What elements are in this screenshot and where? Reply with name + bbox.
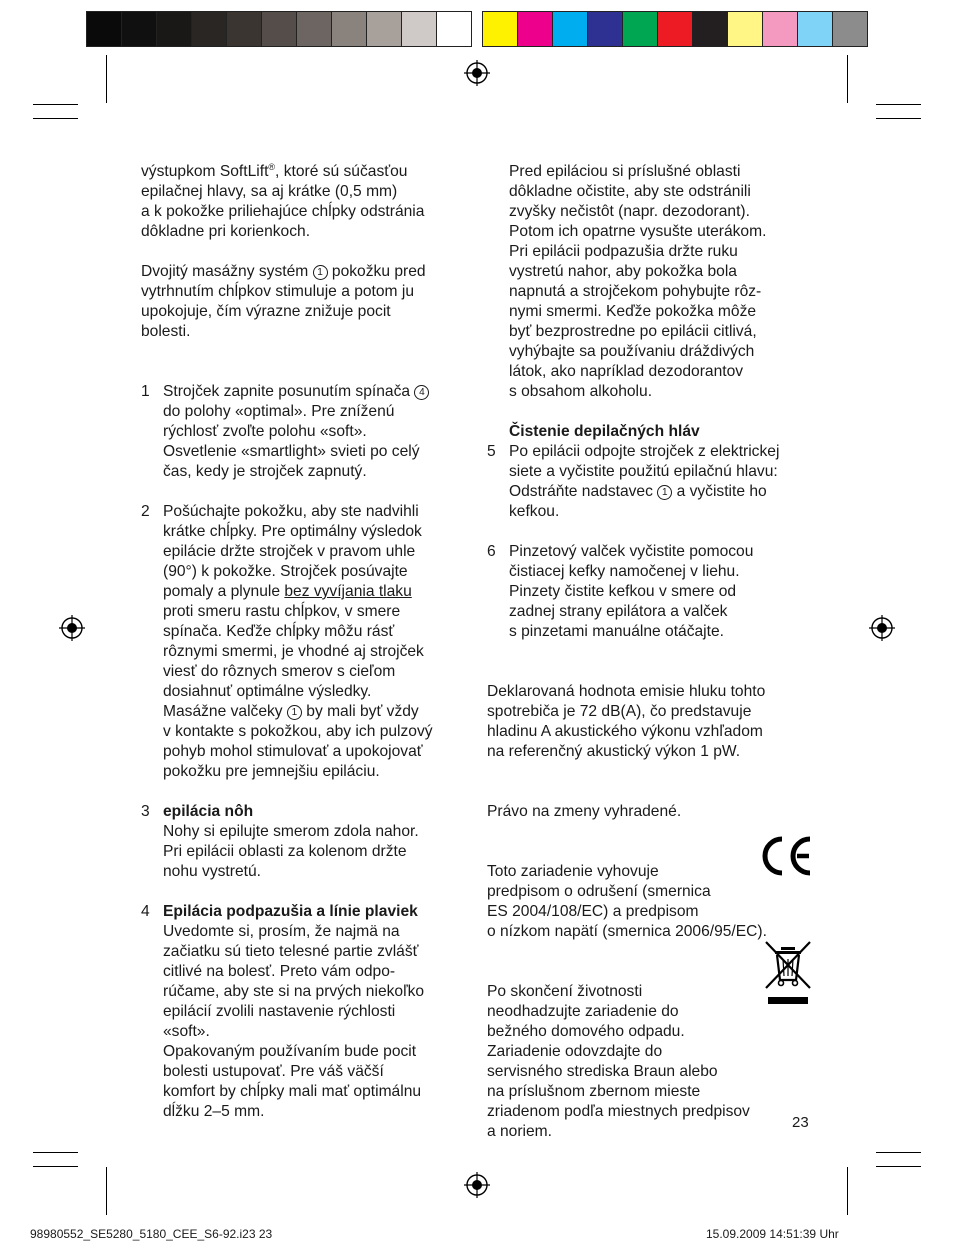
color-swatch — [657, 11, 693, 47]
massage-system-paragraph: Dvojitý masážny systém 1 pokožku pred vytrhnutím chĺpkov stimuluje a potom ju upokojuje, čím výrazne znižuje pocit bolesti. — [141, 263, 426, 340]
print-file-slug: 98980552_SE5280_5180_CEE_S6-92.i23 23 — [30, 1227, 273, 1241]
color-swatch — [296, 11, 332, 47]
color-swatch — [482, 11, 518, 47]
color-swatch — [331, 11, 367, 47]
instruction-step-3: 3 epilácia nôh Nohy si epilujte smerom zdola nahor. Pri epilácii oblasti za kolenom držte nohu vystretú. — [141, 803, 419, 880]
crop-mark — [876, 1166, 921, 1167]
color-swatch — [156, 11, 192, 47]
reference-number-1-icon: 1 — [657, 485, 672, 500]
color-swatch — [226, 11, 262, 47]
reference-number-1-icon: 1 — [287, 705, 302, 720]
color-swatch — [762, 11, 798, 47]
preparation-paragraph: Pred epiláciou si príslušné oblasti dôkladne očistite, aby ste odstránili zvyšky nečistôt (napr. dezodorant). Potom ich opatrne vysušte uterákom. Pri epilácii podpazušia držte ruku vystretú nahor, aby pokožka bola napnutá a strojčekom pohybujte rôz- nymi smermi. Keďže pokožka môže byť bezprostredne po epilácii citlivá, vyhýbajte sa používaniu dráždivých látok, ako napríklad dezodorantov s obsahom alkoholu. — [509, 163, 767, 400]
crop-mark — [33, 118, 78, 119]
color-swatch — [191, 11, 227, 47]
registration-mark-icon — [464, 1172, 490, 1198]
color-swatch — [797, 11, 833, 47]
instruction-step-4: 4 Epilácia podpazušia a línie plaviek Uvedomte si, prosím, že najmä na začiatku sú tieto telesné partie zvlášť citlivé na bolesť. Preto vám odpo- rúčame, aby ste si na prvých niekoľko epilácií zvolili nastavenie rýchlosti «soft». Opakovaným používaním bude pocit bolesti ustupovať. Pre váš väčší komfort by chĺpky mali mať optimálnu dĺžku 2–5 mm. — [141, 903, 425, 1120]
reference-number-4-icon: 4 — [414, 385, 429, 400]
color-swatch — [727, 11, 763, 47]
crop-mark — [106, 55, 107, 103]
crop-mark — [33, 1152, 78, 1153]
step-number: 5 — [487, 443, 496, 460]
crop-mark — [876, 118, 921, 119]
step-number: 6 — [487, 543, 496, 560]
color-swatch — [86, 11, 122, 47]
page-number: 23 — [792, 1114, 809, 1131]
crossed-out-wheelie-bin-icon — [764, 940, 812, 1006]
color-swatch — [587, 11, 623, 47]
ce-compliance-paragraph: Toto zariadenie vyhovuje predpisom o odrušení (smernica ES 2004/108/EC) a predpisom o nízkom napätí (smernica 2006/95/EC). — [487, 863, 767, 940]
crop-mark — [847, 1167, 848, 1215]
softlift-paragraph: výstupkom SoftLift®, ktoré sú súčasťou epilačnej hlavy, sa aj krátke (0,5 mm) a k pokožke priliehajúce chĺpky odstránia dôkladne pri korienkoch. — [141, 161, 425, 240]
cleaning-section-heading: Čistenie depilačných hláv — [509, 423, 700, 440]
crop-mark — [876, 1152, 921, 1153]
color-swatch — [366, 11, 402, 47]
ce-mark-icon — [760, 833, 816, 879]
crop-mark — [33, 104, 78, 105]
process-color-bar — [482, 11, 867, 47]
instruction-step-1: 1 Strojček zapnite posunutím spínača 4 do polohy «optimal». Pre zníženú rýchlosť zvoľte polohu «soft». Osvetlenie «smartlight» svieti po celý čas, kedy je strojček zapnutý. — [141, 382, 471, 482]
step-number: 1 — [141, 383, 150, 400]
color-swatch — [832, 11, 868, 47]
registration-mark-icon — [59, 615, 85, 641]
instruction-step-5: 5 Po epilácii odpojte strojček z elektrickej siete a vyčistite použitú epilačnú hlavu: Odstráňte nadstavec 1 a vyčistite ho kefkou. — [487, 443, 780, 520]
crop-mark — [876, 104, 921, 105]
color-swatch — [261, 11, 297, 47]
crop-mark — [847, 55, 848, 103]
grayscale-color-bar — [86, 11, 471, 47]
color-swatch — [121, 11, 157, 47]
emphasis-underlined: bez vyvíjania tlaku — [284, 583, 412, 600]
instruction-step-6: 6 Pinzetový valček vyčistite pomocou čistiacej kefky namočenej v liehu. Pinzety čistite kefkou v smere od zadnej strany epilátora a valček s pinzetami manuálne otáčajte. — [487, 543, 754, 640]
crop-mark — [33, 1166, 78, 1167]
color-swatch — [401, 11, 437, 47]
rights-reserved-text: Právo na zmeny vyhradené. — [487, 803, 682, 820]
reference-number-1-icon: 1 — [313, 265, 328, 280]
left-column — [141, 162, 471, 1122]
registration-mark-icon — [464, 60, 490, 86]
color-swatch — [552, 11, 588, 47]
disposal-paragraph: Po skončení životnosti neodhadzujte zariadenie do bežného domového odpadu. Zariadenie odovzdajte do servisného strediska Braun alebo na príslušnom zbernom mieste zriadenom podľa miestnych predpisov a noriem. — [487, 983, 750, 1140]
color-swatch — [692, 11, 728, 47]
print-timestamp: 15.09.2009 14:51:39 Uhr — [706, 1227, 839, 1241]
registration-mark-icon — [869, 615, 895, 641]
step-number: 2 — [141, 503, 150, 520]
step-number: 3 — [141, 803, 150, 820]
color-swatch — [622, 11, 658, 47]
step-title: Epilácia podpazušia a línie plaviek — [163, 903, 418, 920]
step-title: epilácia nôh — [163, 803, 254, 820]
instruction-step-2: 2 Pošúchajte pokožku, aby ste nadvihli krátke chĺpky. Pre optimálny výsledok epilácie držte strojček v pravom uhle (90°) k pokožke. Strojček posúvajte pomaly a plynule bez vyvíjania tlaku proti smeru rastu chĺpkov, v smere spínača. Keďže chĺpky môžu rásť rôznymi smermi, je vhodné aj strojček viesť do rôznych smerov s cieľom dosiahnuť optimálne výsledky. Masážne valčeky 1 by mali byť vždy v kontakte s pokožkou, aby ich pulzový pohyb mohol stimulovať a upokojovať pokožku pre jemnejšiu epiláciu. — [141, 503, 433, 780]
color-swatch — [436, 11, 472, 47]
step-number: 4 — [141, 903, 150, 920]
crop-mark — [106, 1167, 107, 1215]
color-swatch — [517, 11, 553, 47]
noise-emission-paragraph: Deklarovaná hodnota emisie hluku tohto spotrebiča je 72 dB(A), čo predstavuje hladinu A akustického výkonu vzhľadom na referenčný akustický výkon 1 pW. — [487, 683, 766, 760]
